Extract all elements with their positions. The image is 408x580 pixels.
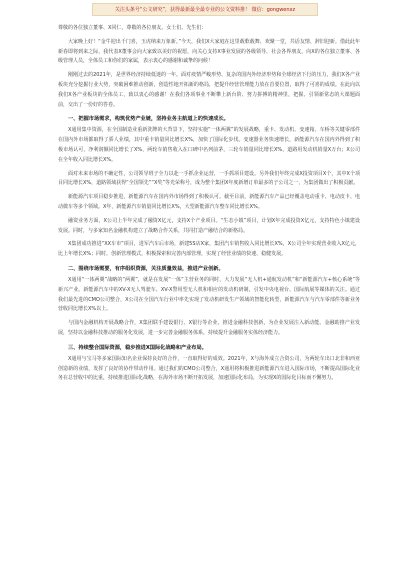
section3-paragraph: X通用与宝马等多家国际知名企业保持良好的合作，一直取得好的成效。2021年，X与海外成立合资公司，为两轮车出口北非和西亚创造新的业绩，发挥了良好的协作带动作用。通过我们的CMO公司整合，X通用将积极推进新能源汽车进入国际市场，不断提高国际化业务在总营收中的比重，持续推进国际化战略，在海外市场不断开拓发展，加速国际化布局，为实现X的国际化目标而不懈努力。 xyxy=(58,355,360,382)
banner-text: 关注头条号“公文研究”，获得最新最全最专业的公文资料推！ 微信：gongwenxz xyxy=(114,7,296,13)
section1-paragraph: 新能源汽车项目稳步推进，新能源汽车在国内外市场得到了积极认可。截至目前，新能源汽车产品已经覆盖电动重卡、电动皮卡、电动微车等多个领域。X年，新能源汽车销量同比增长X%，大型新能源汽车整车同比增长X%。 xyxy=(58,194,360,210)
document-body xyxy=(58,24,360,388)
section1-paragraph: 面对未来市场的不确定性，公司领导班子全力以赴一手抓企业运营，一手抓项目建设。另外我们年终完成X投资项目X个，其中X个项目同比增长X%，道路领域获得“全国领先”“X奖”等光荣称号，成为整个集团X年度新增订单最多的子公司之一，为集团做出了积极贡献。 xyxy=(58,170,360,187)
section-heading-3: 三、持续整合国际资源，稳步推进X国际化战略和产业布局。 xyxy=(68,344,207,351)
section2-paragraph: 与国内金融机构开展战略合作，X集团联手建设银行、X银行等企业，推进金融科技创新，为企业发展注入新动能。金融助推产业发展，坚持以金融科技推动的服务化发展，进一步完善金融服务体系，持续提升金融服务实体经济能力。 xyxy=(58,320,360,336)
top-banner[interactable] xyxy=(92,3,318,16)
paragraph-year-review: 刚刚过去的2021年，是世界经济持续低迷的一年。面对疫情严峻形势、复杂的国内外经济形势和全球经济下行的压力，我们X各产业板块充分挖掘行业大势，突破困难推动创新，创造性地开拓新的格局，把提升经营管理能力放在首要位置，取得了可喜的成绩。在此向以我们X各产业板块的全体员工，致以衷心的感谢！在我们各项事业不断攀上新台阶、努力拼搏的精神里，把握、引领新常态的大课题面前，交出了一份好的答卷。 xyxy=(58,72,360,108)
section1-paragraph: X通用集中资源，在全国制造业重新洗牌的大背景下，坚持实施“一体两翼”的发展战略，重卡、发动机、变速箱、车桥等关键零部件在国内外市场都取得了骄人业绩，其中重卡销量同比增长X%，加快了国际化步伐。变速器业务快速增长，新能源汽车在国内外得到了积极市场认可，净利润额同比增长了X%，两轮车销售收入在口碑中名列前茅，三轮车销量同比增长X%，道路用发动机销量X万台；X公司在全年收入同比增长X%。 xyxy=(58,127,360,163)
section1-paragraph: 融资业务方面，X公司上半年完成了融资X亿元，支持X个产业项目。“生态小镇”项目，计划X年完成投资X亿元，支持特色小镇建设发展。同时，与多家知名金融机构建立了战略合作关系，共同打造产融结合的新格局。 xyxy=(58,217,360,234)
section2-paragraph: X通用“一体两翼”战略的“两翼”，就是在发展“一体”主营业务的同时，大力发展“无人机+通航发动机”和“新能源汽车+核心系统”等新兴产业。新能源汽车中的XV-X无人驾驶车、XV-X警用型无人机和相应的发动机研制，引发中央电视台、国际航展等媒体的关注。通过我们最先进的CMO公司整合，X公司在全国汽车行业中率先实现了发动机研发生产领域的智能化转型，新能源汽车与汽车零部件等新业务营收同比增长X%以上。 xyxy=(58,276,360,313)
salutation: 尊敬的各位独立董事、X同仁，尊敬的各位朋友、女士们、先生们： xyxy=(58,25,207,31)
section-heading-1: 一、把握市场需求，构筑优势产业链，坚持业务主航道上的快速成长。 xyxy=(68,116,229,123)
section1-paragraph: X集团成功推进“XX车市”项目，进军汽车后市场，新建5S店X家，集团汽车销售收入同比增长X%，X公司全年实现营业收入X亿元，比上年增长X%；同时，创新管理模式，积极探索和完善内部管理，实现了经营业绩的快速、稳健发展。 xyxy=(58,241,360,258)
paragraph-greeting: 大家晚上好！“金牛迎出千门喜，玉虎纳来万象新。”今天，我们X大家庭在这里载歌载舞、欢聚一堂，共话友情、辞旧迎新。借此此年新春即将到来之际，我代表X董事会向大家致以美好的祝愿，向关心支持X事业发展的各级领导、社会各界朋友，向X的各位独立董事、各级管理人员，全体员工和你们的家属，表示衷心的感谢和诚挚的问候！ xyxy=(58,38,360,65)
section-heading-2: 二、围绕市场需要，有序组织资源，关注质量效益，推进产业创新。 xyxy=(68,265,224,272)
